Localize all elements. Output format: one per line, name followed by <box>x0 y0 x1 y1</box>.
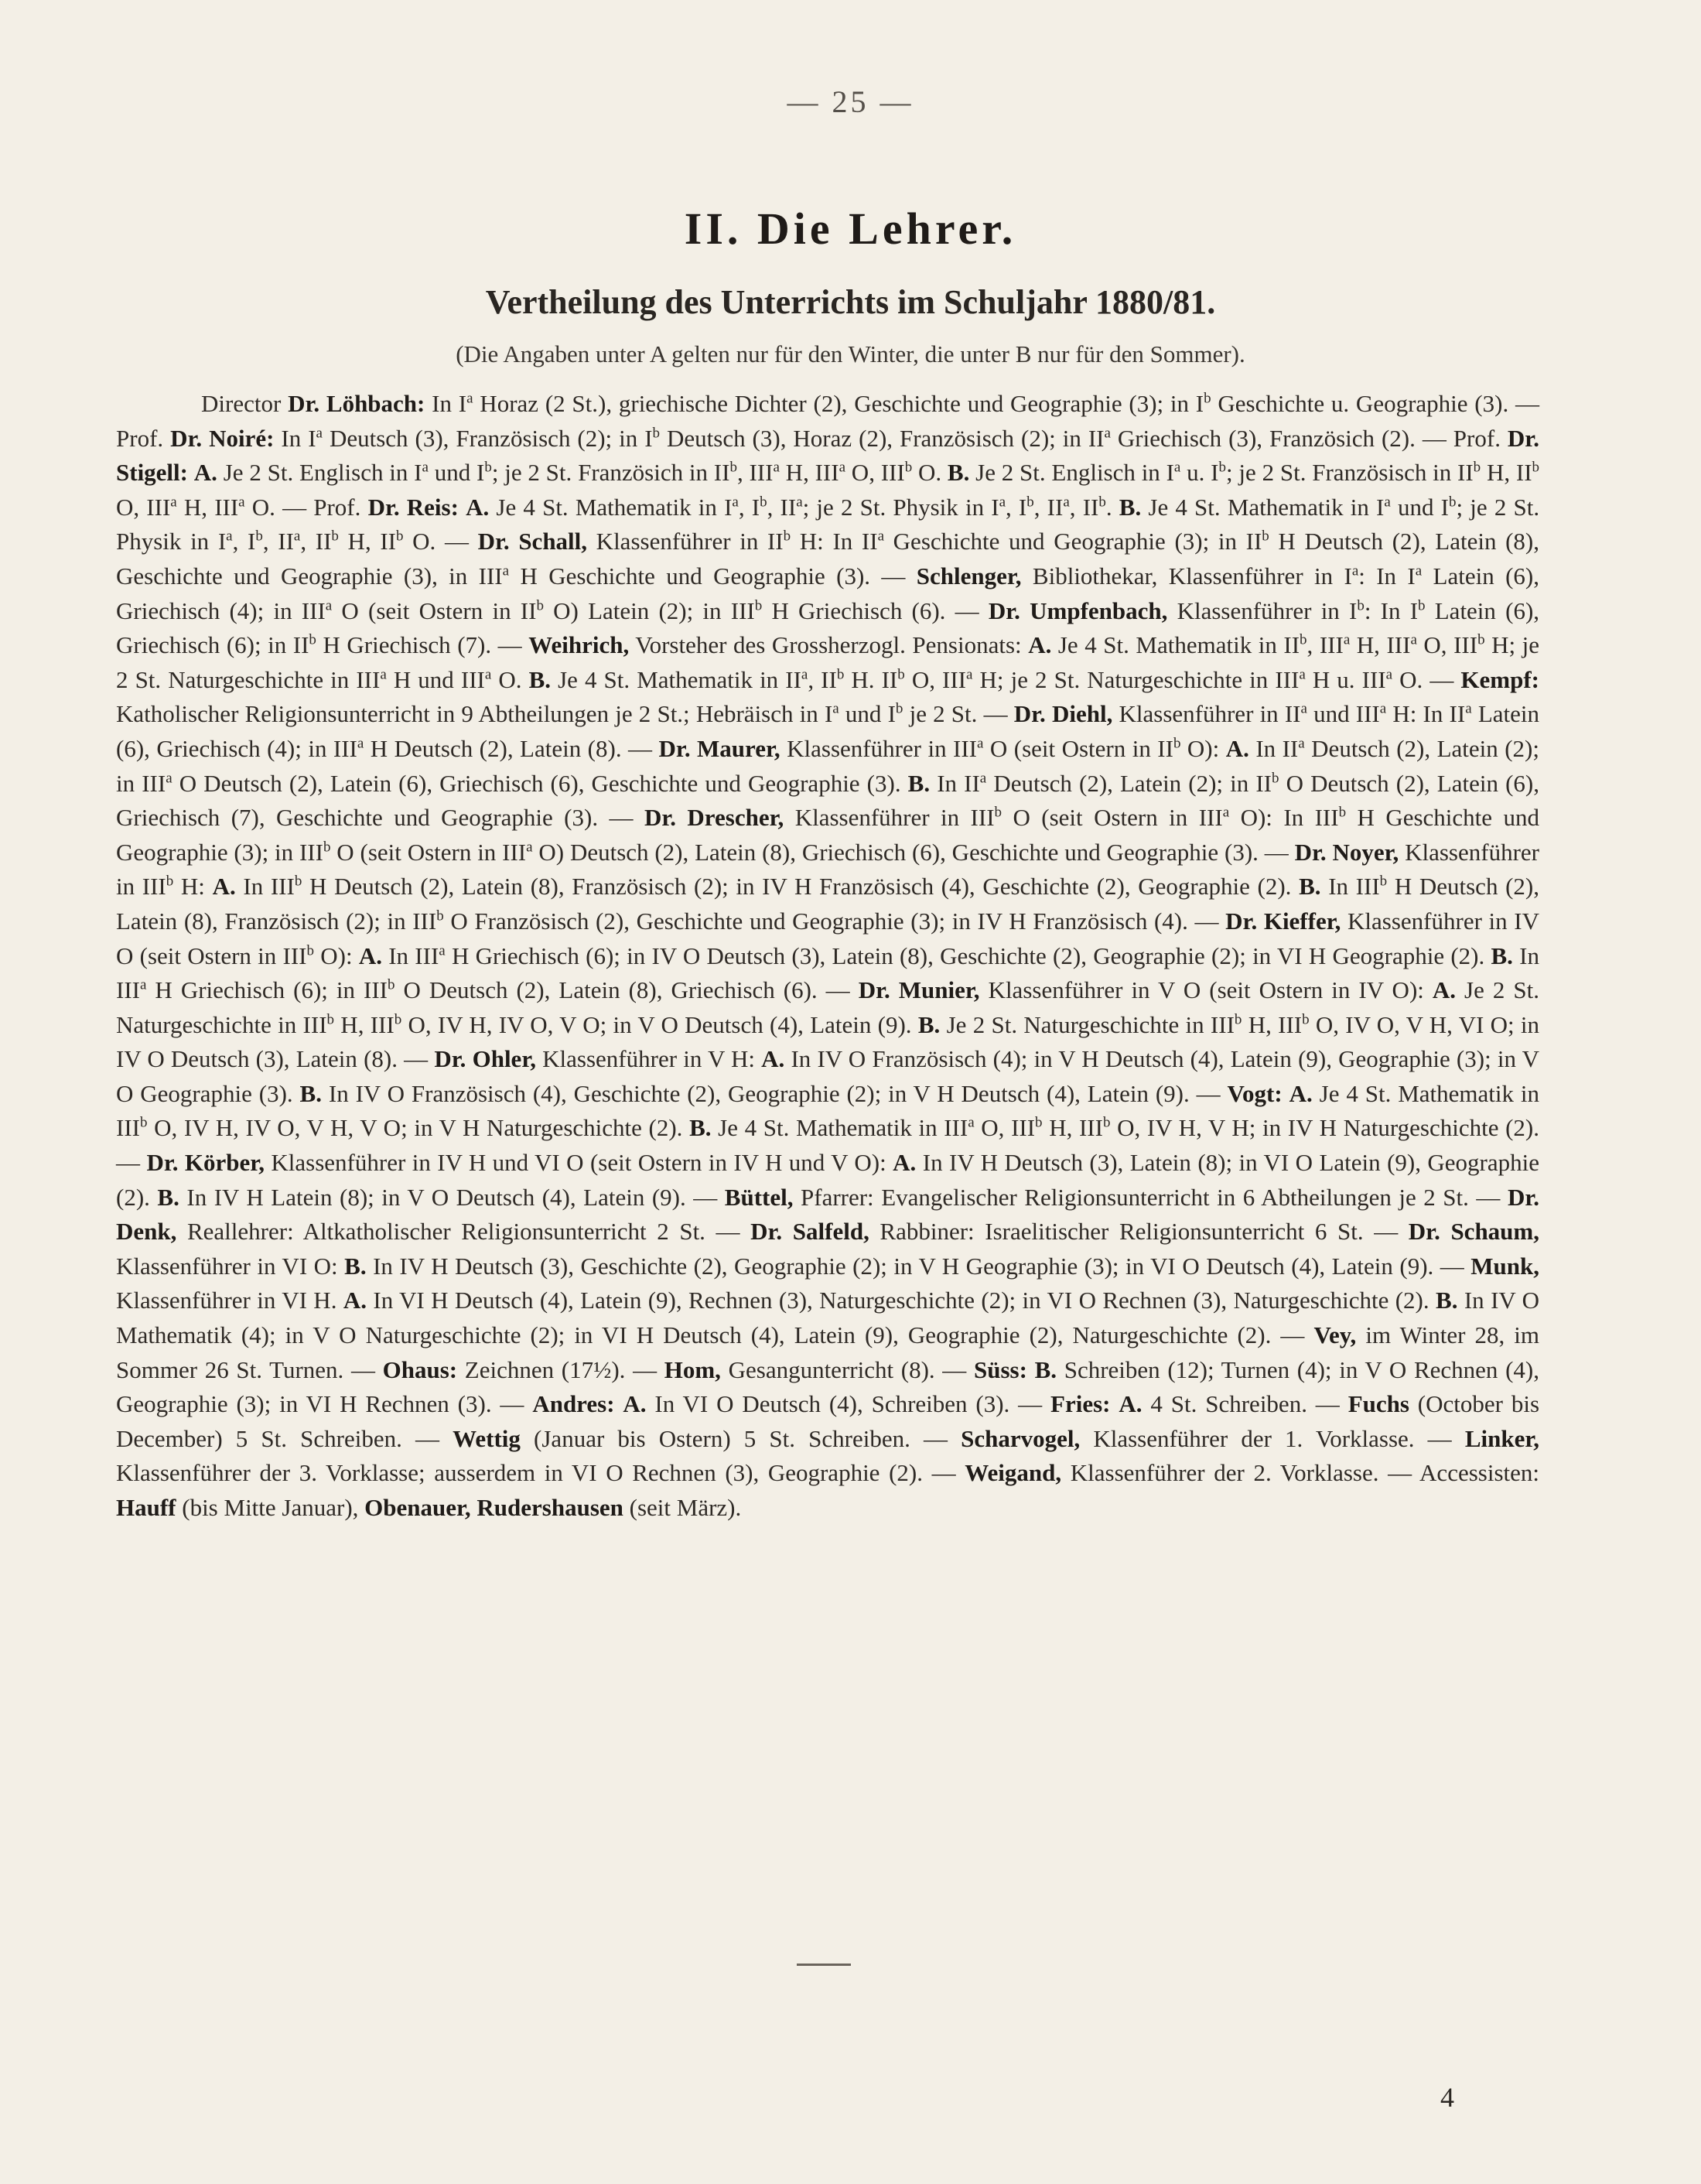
chapter-title: II. Die Lehrer. <box>684 203 1017 254</box>
end-rule <box>797 1964 851 1966</box>
signature-mark: 4 <box>1440 2082 1454 2113</box>
page-number-header: — 25 — <box>787 84 914 119</box>
section-title: Vertheilung des Unterrichts im Schuljahr 1880/81. <box>485 283 1216 321</box>
teacher-assignments-text <box>116 387 1539 1526</box>
explanatory-note: (Die Angaben unter A gelten nur für den Winter, die unter B nur für den Sommer). <box>456 340 1245 367</box>
assignments-paragraph: Director Dr. Löhbach: In $I^a$ Horaz (2 St.), griechische Dichter (2), Geschichte und Geographie (3); in $I^b$ Geschichte u. Geographie (3). — Prof. Dr. Noiré: In $I^a$ Deutsch (3), Französisch (2); in $I^b$ Deutsch (3), Horaz (2), Französisch (2); in $II^a$ Griechisch (3), Französich (2). — Prof. Dr. Stigell: A. Je 2 St. Englisch in $I^a$ und $I^b$; je 2 St. Französich in $II^b$, III$^a$ H, III$^a$ O, III$^b$ O. B. Je 2 St. Englisch in $I^a$ u. $I^b$; je 2 St. Französisch in $II^b$ H, $II^b$ O, III$^a$ H, III$^a$ O. — Prof. Dr. Reis: A. Je 4 St. Mathematik in $I^a$, $I^b$, $II^a$; je 2 St. Physik in $I^a$, $I^b$, $II^a$, $II^b$. B. Je 4 St. Mathematik in $I^a$ und $I^b$; je 2 St. Physik in $I^a$, $I^b$, $II^a$, $II^b$ H, $II^b$ O. — Dr. Schall, Klassenführer in $II^b$ H: In $II^a$ Geschichte und Geographie (3); in $II^b$ H Deutsch (2), Latein (8), Geschichte und Geographie (3), in III$^a$ H Geschichte und Geographie (3). — Schlenger, Bibliothekar, Klassenführer in $I^a$: In $I^a$ Latein (6), Griechisch (4); in III$^a$ O (seit Ostern in $II^b$ O) Latein (2); in III$^b$ H Griechisch (6). — Dr. Umpfenbach, Klassenführer in $I^b$: In $I^b$ Latein (6), Griechisch (6); in $II^b$ H Griechisch (7). — Weihrich, Vorsteher des Grossherzogl. Pensionats: A. Je 4 St. Mathematik in $II^b$, III$^a$ H, III$^a$ O, III$^b$ H; je 2 St. Naturgeschichte in III$^a$ H und III$^a$ O. B. Je 4 St. Mathematik in $II^a$, $II^b$ H. $II^b$ O, III$^a$ H; je 2 St. Naturgeschichte in III$^a$ H u. III$^a$ O. — Kempf: Katholischer Religionsunterricht in 9 Abtheilungen je 2 St.; Hebräisch in $I^a$ und $I^b$ je 2 St. — Dr. Diehl, Klassenführer in $II^a$ und III$^a$ H: In $II^a$ Latein (6), Griechisch (4); in III$^a$ H Deutsch (2), Latein (8). — Dr. Maurer, Klassenführer in III$^a$ O (seit Ostern in $II^b$ O): A. In $II^a$ Deutsch (2), Latein (2); in III$^a$ O Deutsch (2), Latein (6), Griechisch (6), Geschichte und Geographie (3). B. In $II^a$ Deutsch (2), Latein (2); in $II^b$ O Deutsch (2), Latein (6), Griechisch (7), Geschichte und Geographie (3). — Dr. Drescher, Klassenführer in III$^b$ O (seit Ostern in III$^a$ O): In III$^b$ H Geschichte und Geographie (3); in III$^b$ O (seit Ostern in III$^a$ O) Deutsch (2), Latein (8), Griechisch (6), Geschichte und Geographie (3). — Dr. Noyer, Klassenführer in III$^b$ H: A. In III$^b$ H Deutsch (2), Latein (8), Französisch (2); in IV H Französisch (4), Geschichte (2), Geographie (2). B. In III$^b$ H Deutsch (2), Latein (8), Französisch (2); in III$^b$ O Französisch (2), Geschichte und Geographie (3); in IV H Französisch (4). — Dr. Kieffer, Klassenführer in IV O (seit Ostern in III$^b$ O): A. In III$^a$ H Griechisch (6); in IV O Deutsch (3), Latein (8), Geschichte (2), Geographie (2); in VI H Geographie (2). B. In III$^a$ H Griechisch (6); in III$^b$ O Deutsch (2), Latein (8), Griechisch (6). — Dr. Munier, Klassenführer in V O (seit Ostern in IV O): A. Je 2 St. Naturgeschichte in III$^b$ H, III$^b$ O, IV H, IV O, V O; in V O Deutsch (4), Latein (9). B. Je 2 St. Naturgeschichte in III$^b$ H, III$^b$ O, IV O, V H, VI O; in IV O Deutsch (3), Latein (8). — Dr. Ohler, Klassenführer in V H: A. In IV O Französisch (4); in V H Deutsch (4), Latein (9), Geographie (3); in V O Geographie (3). B. In IV O Französisch (4), Geschichte (2), Geographie (2); in V H Deutsch (4), Latein (9). — Vogt: A. Je 4 St. Mathematik in III$^b$ O, IV H, IV O, V H, V O; in V H Naturgeschichte (2). B. Je 4 St. Mathematik in III$^a$ O, III$^b$ H, III$^b$ O, IV H, V H; in IV H Naturgeschichte (2). — Dr. Körber, Klassenführer in IV H und VI O (seit Ostern in IV H und V O): A. In IV H Deutsch (3), Latein (8); in VI O Latein (9), Geographie (2). B. In IV H Latein (8); in V O Deutsch (4), Latein (9). — Büttel, Pfarrer: Evangelischer Religionsunterricht in 6 Abtheilungen je 2 St. — Dr. Denk, Reallehrer: Altkatholischer Religionsunterricht 2 St. — Dr. Salfeld, Rabbiner: Israelitischer Religionsunterricht 6 St. — Dr. Schaum, Klassenführer in VI O: B. In IV H Deutsch (3), Geschichte (2), Geographie (2); in V H Geographie (3); in VI O Deutsch (4), Latein (9). — Munk, Klassenführer in VI H. A. In VI H Deutsch (4), Latein (9), Rechnen (3), Naturgeschichte (2); in VI O Rechnen (3), Naturgeschichte (2). B. In IV O Mathematik (4); in V O Naturgeschichte (2); in VI H Deutsch (4), Latein (9), Geographie (2), Naturgeschichte (2). — Vey, im Winter 28, im Sommer 26 St. Turnen. — Ohaus: Zeichnen (17½). — Hom, Gesangunterricht (8). — Süss: B. Schreiben (12); Turnen (4); in V O Rechnen (4), Geographie (3); in VI H Rechnen (3). — Andres: A. In VI O Deutsch (4), Schreiben (3). — Fries: A. 4 St. Schreiben. — Fuchs (October bis December) 5 St. Schreiben. — Wettig (Januar bis Ostern) 5 St. Schreiben. — Scharvogel, Klassenführer der 1. Vorklasse. — Linker, Klassenführer der 3. Vorklasse; ausserdem in VI O Rechnen (3), Geographie (2). — Weigand, Klassenführer der 2. Vorklasse. — Accessisten: Hauff (bis Mitte Januar), Obenauer, Rudershausen (seit März). <box>116 390 1540 1521</box>
